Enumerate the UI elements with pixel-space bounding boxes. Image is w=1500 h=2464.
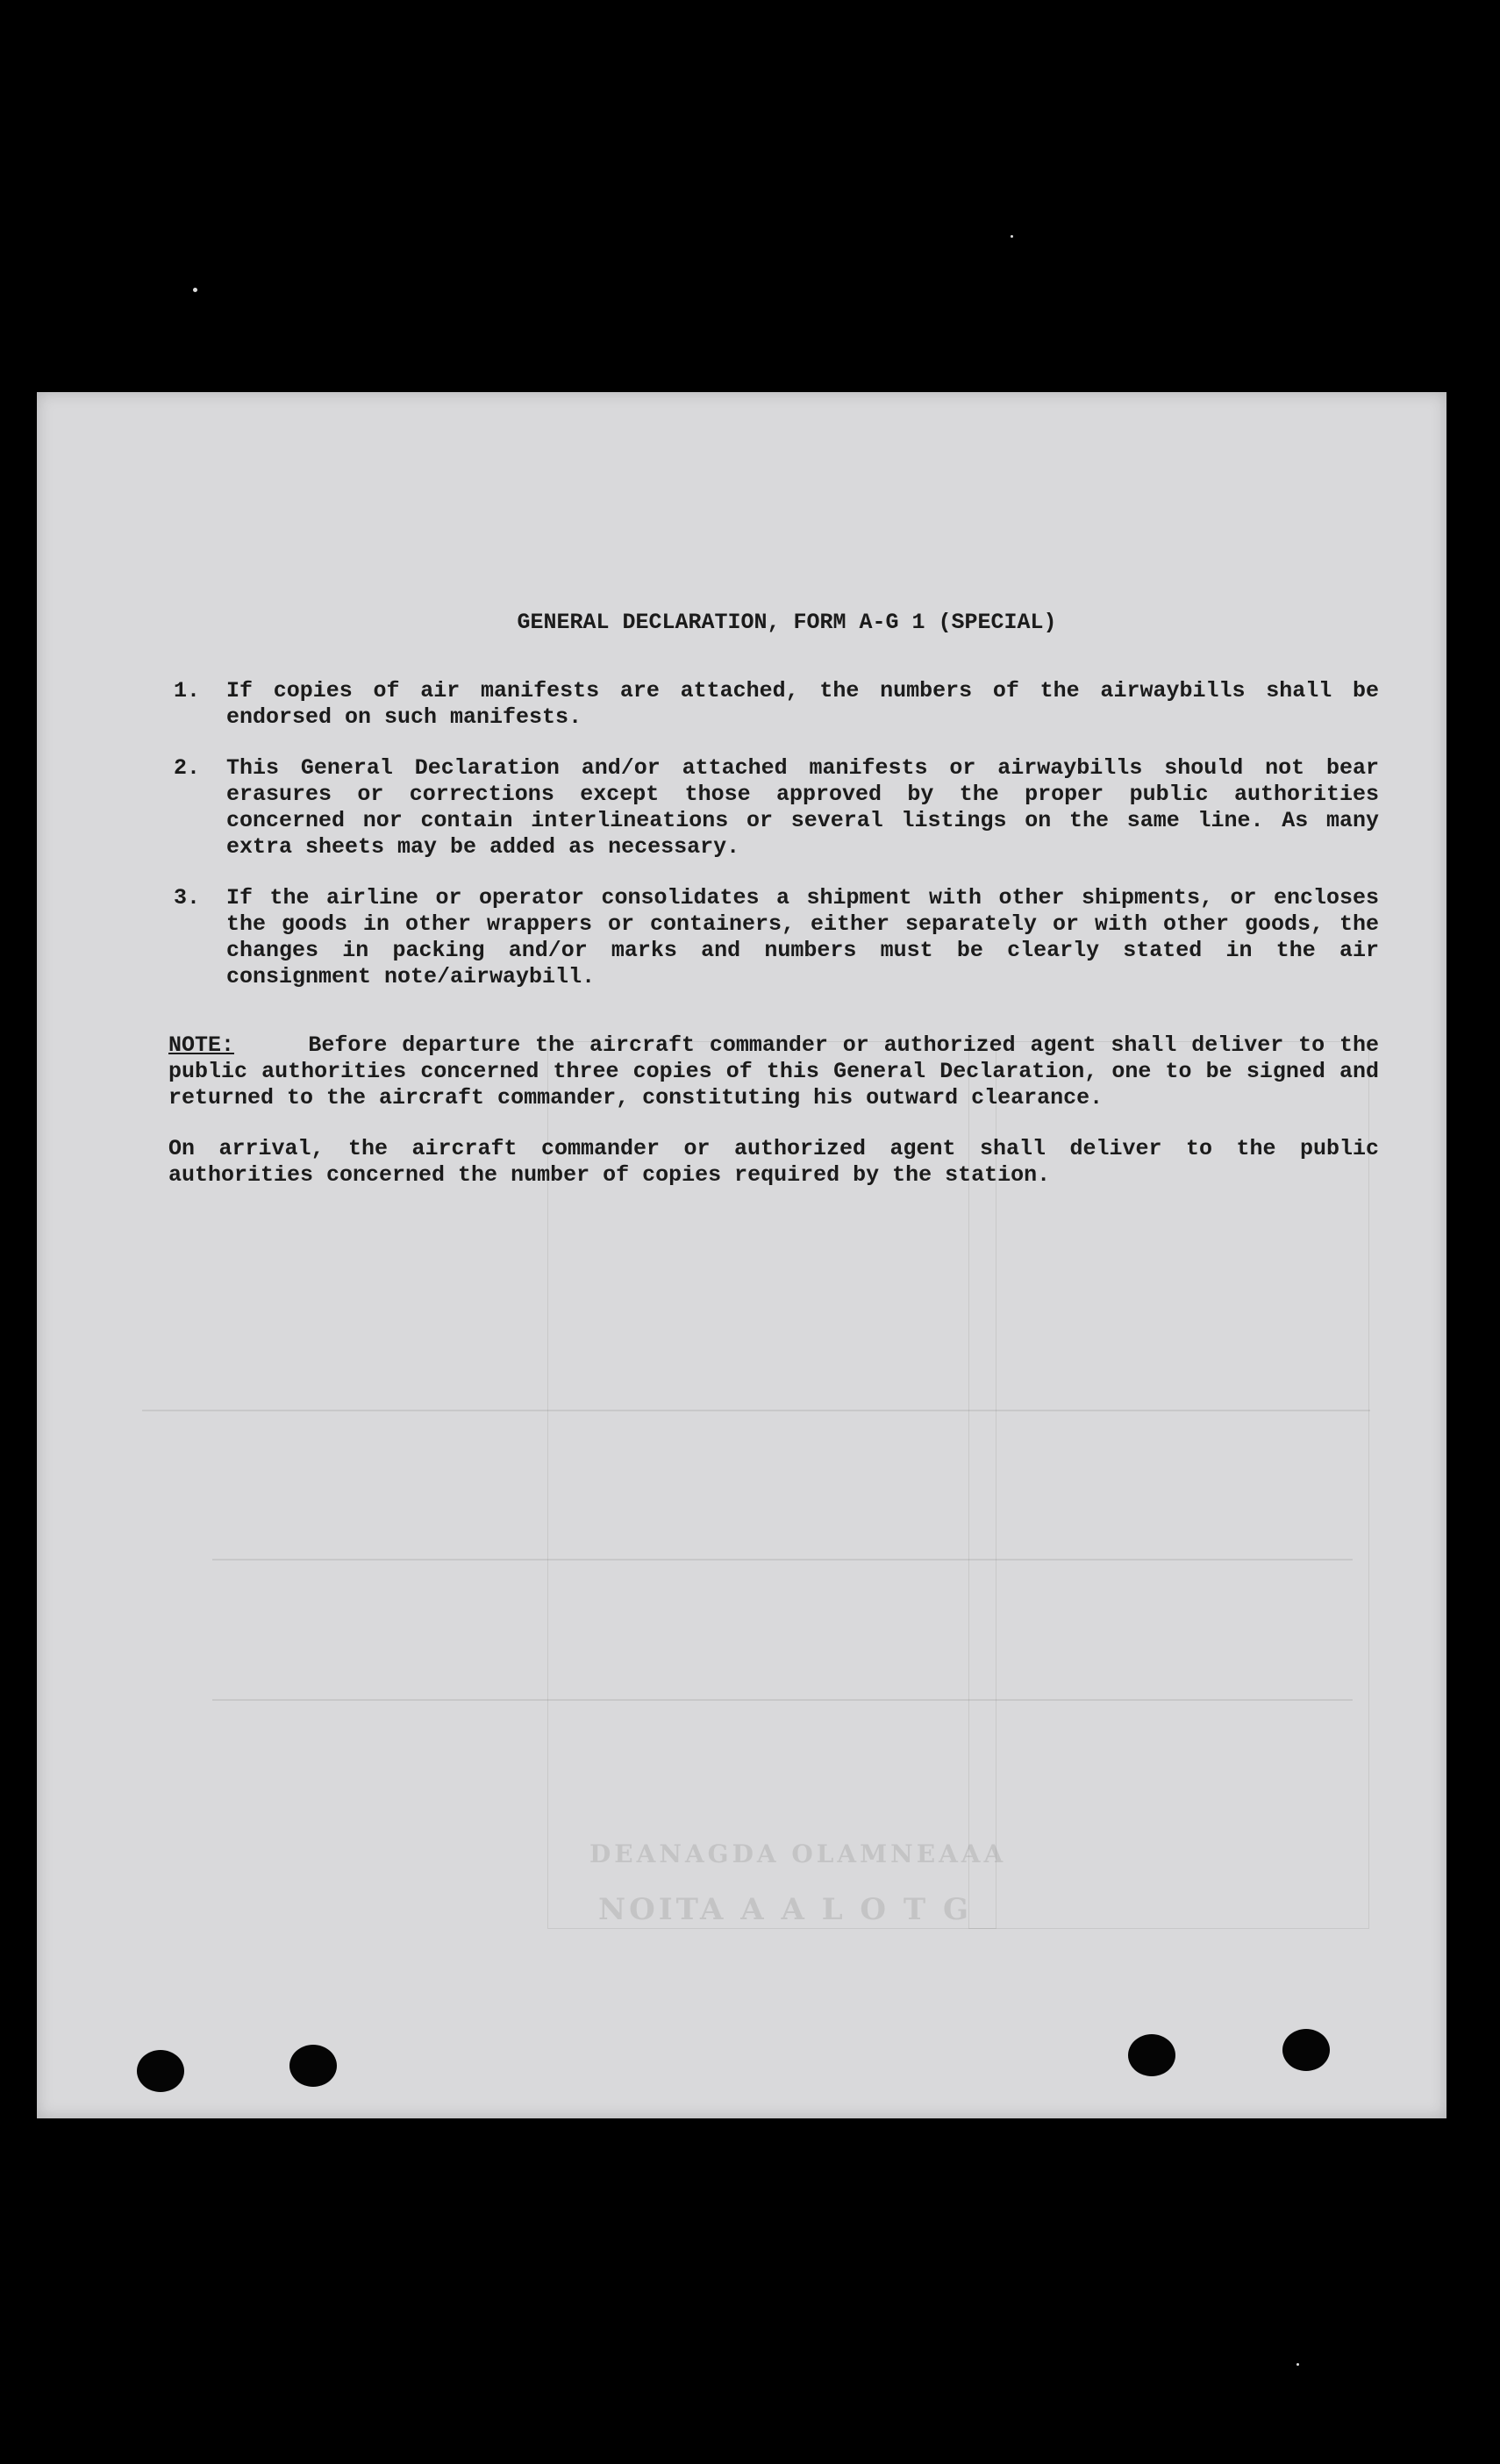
dust-speck [1296, 2363, 1299, 2366]
bleed-through-line [212, 1559, 1353, 1561]
punch-hole [1128, 2034, 1175, 2076]
bleed-through-line [142, 1410, 1370, 1411]
punch-hole [137, 2050, 184, 2092]
declaration-text [168, 610, 1379, 1213]
page-title: GENERAL DECLARATION, FORM A-G 1 (SPECIAL) [517, 610, 1057, 635]
bleed-through-line [212, 1699, 1353, 1701]
note-paragraph [168, 1032, 1379, 1111]
arrival-paragraph: On arrival, the aircraft commander or authorized agent shall deliver to the public authorities concerned the number of copies required by the station. [168, 1136, 1379, 1188]
bleed-through-heading: DEANAGDA OLAMNEAAA [589, 1839, 1007, 1868]
item-number: 3. [174, 885, 201, 911]
item-text: If the airline or operator consolidates a shipment with other shipments, or encloses the goods in other wrappers or containers, either separately or with other goods, the changes in packing and/or marks and numbers must be clearly stated in the air consignment note/airwaybill. [226, 885, 1379, 989]
item-text: This General Declaration and/or attached manifests or airwaybills should not bear erasures or corrections except those approved by the proper public authorities concerned nor contain interlineations or several listings on the same line. As many extra sheets may be added as necessary. [226, 755, 1379, 860]
list-item [168, 885, 1379, 990]
dust-speck [193, 288, 197, 292]
item-number: 2. [174, 755, 201, 781]
item-text: If copies of air manifests are attached, the numbers of the airwaybills shall be endorsed on such manifests. [226, 678, 1379, 730]
list-item [168, 755, 1379, 861]
punch-hole [289, 2045, 337, 2087]
punch-hole [1282, 2029, 1330, 2071]
item-number: 1. [174, 678, 201, 703]
document-sheet [37, 392, 1446, 2118]
note-text: Before departure the aircraft commander or authorized agent shall deliver to the public authorities concerned three copies of this General Declaration, one to be signed and returned to the aircraft commander, constituting his outward clearance. [168, 1032, 1380, 1111]
dust-speck [1011, 235, 1013, 238]
note-label: NOTE: [168, 1032, 235, 1058]
list-item [168, 678, 1379, 731]
bleed-through-heading: NOITA A A L O T G [598, 1892, 973, 1927]
